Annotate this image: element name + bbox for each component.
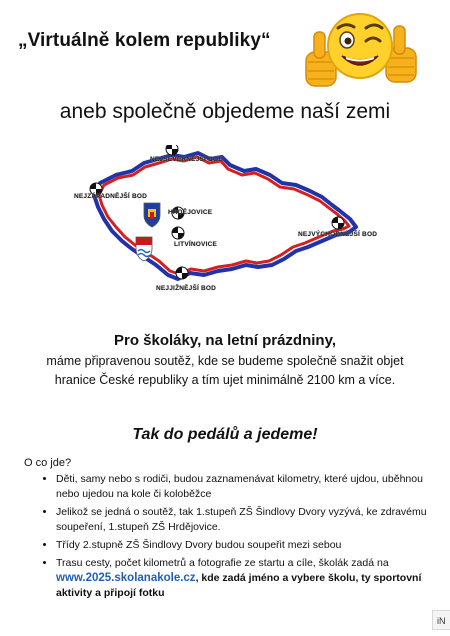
poster-title: „Virtuálně kolem republiky“ xyxy=(18,30,271,51)
list-item xyxy=(56,472,436,502)
list-item xyxy=(56,556,436,601)
coat-of-arms-icon xyxy=(136,237,152,261)
checkered-flag-icon xyxy=(176,267,188,279)
intro-line-2: hranice České republiky a tím ujet minimálně 2100 km a více. xyxy=(54,373,396,387)
bullet-text: Trasu cesty, počet kilometrů a fotografie ze startu a cíle, školák zadá na xyxy=(56,557,389,569)
rules-list xyxy=(40,472,436,604)
border-route-outline xyxy=(60,145,390,300)
intro-line-1: máme připravenou soutěž, kde se budeme společně snažit objet xyxy=(46,354,404,368)
map-label-south: NEJJIŽNĚJŠÍ BOD xyxy=(156,285,217,292)
poster-subtitle: aneb společně objedeme naší zemi xyxy=(59,100,391,123)
checkered-flag-icon xyxy=(332,217,344,229)
bullet-text: Děti, samy nebo s rodiči, budou zaznamenávat kilometry, které ujdou, uběhnou nebo ujedou na kole či koloběžce xyxy=(56,473,423,500)
list-item xyxy=(56,538,436,553)
bullet-text: Třídy 2.stupně ZŠ Šindlovy Dvory budou soupeřit mezi sebou xyxy=(56,539,342,551)
map-label-hrdejovice: HRDĚJOVICE xyxy=(168,209,213,216)
question-label: O co jde? xyxy=(24,457,72,469)
thumbs-up-winking-smiley-icon xyxy=(300,8,420,98)
map-label-litvinovice: LITVÍNOVICE xyxy=(174,241,218,248)
map-label-west: NEJZÁPADNĚJŠÍ BOD xyxy=(74,193,147,200)
map-label-north: NEJSEVERNĚJŠÍ BOD xyxy=(150,156,224,163)
corner-tab[interactable]: iN xyxy=(432,610,450,630)
map-label-east: NEJVÝCHODNĚJŠÍ BOD xyxy=(298,231,378,238)
list-item xyxy=(56,505,436,535)
intro-heading: Pro školáky, na letní prázdniny, xyxy=(113,332,336,349)
slogan: Tak do pedálů a jedeme! xyxy=(132,426,318,443)
checkered-flag-icon xyxy=(166,145,178,155)
checkered-flag-icon xyxy=(172,227,184,239)
intro-text xyxy=(0,352,450,390)
website-link[interactable]: www.2025.skolanakole.cz xyxy=(56,572,196,584)
coat-of-arms-icon xyxy=(144,203,160,227)
intro-section xyxy=(0,332,450,390)
bullet-text: Jelikož se jedná o soutěž, tak 1.stupeň ZŠ Šindlovy Dvory vyzývá, ke zdravému soupeření, 1.stupeň ZŠ Hrdějovice. xyxy=(56,506,427,533)
bullet-text-bold: , kde zadá jméno a vybere školu, ty sportovní aktivity a připojí fotku xyxy=(56,572,422,599)
czech-border-map xyxy=(60,145,390,300)
